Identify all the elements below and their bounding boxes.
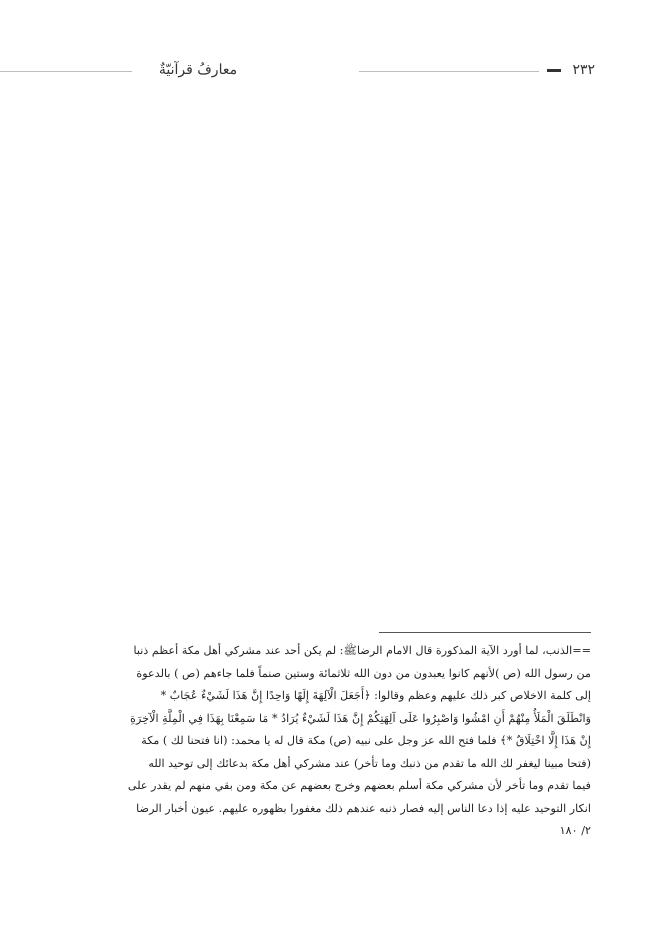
book-title: معارفُ قرآنيّةٌ xyxy=(158,62,238,78)
footnote-line: إلى كلمة الاخلاص كبر ذلك عليهم وعظم وقالوا: ﴿أَجَعَلَ الْآلِهَةَ إِلَهًا وَاحِدًا إِنَّ هَذَا لَشَيْءٌ عُجَابٌ * xyxy=(160,689,591,702)
footnote-line: إِنْ هَذَا إِلَّا اخْتِلَاقٌ *﴾ فلما فتح الله عز وجل على نبيه (ص) مكة قال له يا محمد: (انا فتحنا لك ) مكة xyxy=(141,734,591,747)
page-number: ٢٣٢ xyxy=(572,62,595,78)
footnote-separator xyxy=(379,632,591,633)
footnote-line: وَانْطَلَقَ الْمَلَأُ مِنْهُمْ أَنِ امْشُوا وَاصْبِرُوا عَلَى آلِهَتِكُمْ إِنَّ هَذَا لَشَيْءٌ يُرَادُ * مَا سَمِعْنَا بِهَذَا فِي الْمِلَّةِ الْآخِرَةِ xyxy=(130,711,591,725)
footnote-line: ==الذنب، لما أورد الآية المذكورة قال الامام الرضاﷺ: لم يكن أحد عند مشركي أهل مكة أعظم ذنبا xyxy=(133,644,591,657)
footnote xyxy=(71,640,591,843)
header-rule-left xyxy=(0,71,132,72)
header-rule-right xyxy=(359,71,539,72)
footnote-citation: ٢/ ١٨٠ xyxy=(559,824,591,837)
page-header xyxy=(0,58,669,88)
footnote-line: انكار التوحيد عليه إذا دعا الناس إليه فصار ذنبه عندهم ذلك مغفورا بظهوره عليهم. عيون أخبار الرضا xyxy=(136,801,591,815)
footnote-line: فيما تقدم وما تأخر لأن مشركي مكة أسلم بعضهم وخرج بعضهم عن مكة ومن بقي منهم لم يقدر على xyxy=(127,779,591,792)
footnote-line: (فتحا مبينا ليغفر لك الله ما تقدم من ذنبك وما تأخر) عند مشركي أهل مكة بدعائك إلى توحيد الله xyxy=(148,756,591,770)
footnote-line: من رسول الله (ص )لأنهم كانوا يعبدون من دون الله ثلاثمائة وستين صنماً فلما جاءهم (ص ) بالدعوة xyxy=(136,666,591,680)
header-dash xyxy=(547,69,561,72)
